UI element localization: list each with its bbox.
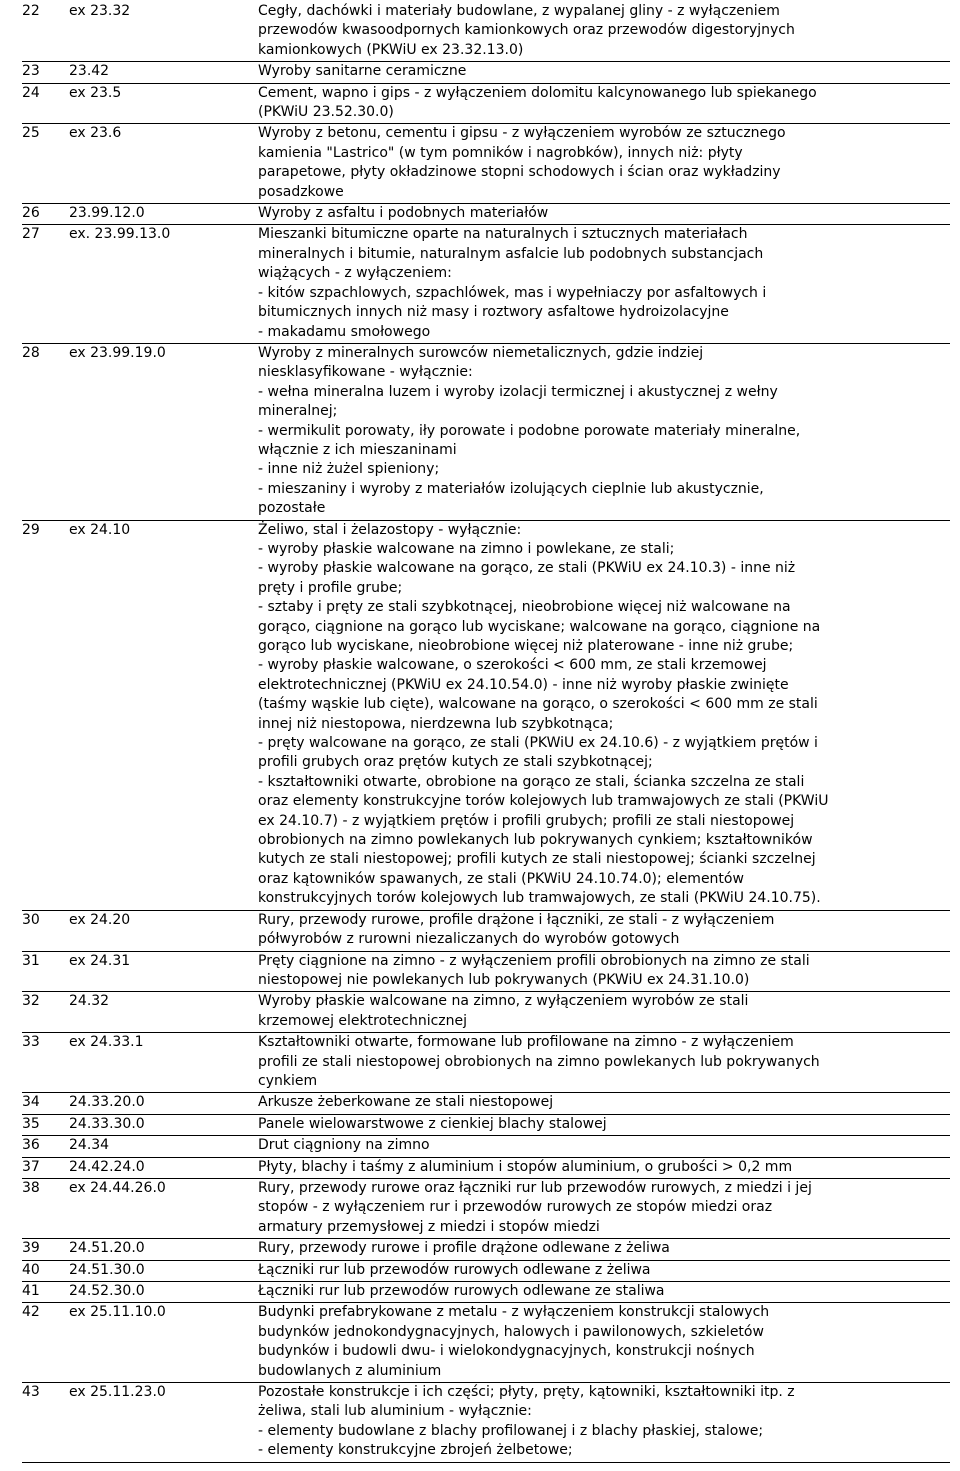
item-description: Rury, przewody rurowe, profile drążone i łączniki, ze stali - z wyłączeniem półwyrobów z rurowni niezaliczanych do wyrobów gotowych	[258, 910, 950, 951]
item-number: 41	[22, 1282, 69, 1303]
pkwiu-code: ex 24.20	[69, 910, 258, 951]
pkwiu-code: ex 25.11.23.0	[69, 1383, 258, 1463]
item-number: 30	[22, 910, 69, 951]
item-description: Wyroby z asfaltu i podobnych materiałów	[258, 204, 950, 225]
item-number: 33	[22, 1033, 69, 1093]
table-row	[22, 520, 950, 910]
item-description: Drut ciągniony na zimno	[258, 1136, 950, 1157]
item-description: Budynki prefabrykowane z metalu - z wyłączeniem konstrukcji stalowych budynków jednokondygnacyjnych, halowych i pawilonowych, szkieletów budynków i budowli dwu- i wielokondygnacyjnych, konstrukcji nośnych budowlanych z aluminium	[258, 1303, 950, 1383]
table-row	[22, 1303, 950, 1383]
table-row	[22, 1178, 950, 1238]
table-row	[22, 1282, 950, 1303]
classification-table	[22, 2, 950, 1463]
item-number: 22	[22, 2, 69, 62]
table-row	[22, 1093, 950, 1114]
pkwiu-code: 24.33.20.0	[69, 1093, 258, 1114]
item-description: Żeliwo, stal i żelazostopy - wyłącznie: - wyroby płaskie walcowane na zimno i powlekane, ze stali; - wyroby płaskie walcowane na gorąco, ze stali (PKWiU ex 24.10.3) - inne niż pręty i profile grube; - sztaby i pręty ze stali szybkotnącej, nieobrobione więcej niż walcowane na gorąco, ciągnione na gorąco lub wyciskane; walcowane na gorąco, ciągnione na gorąco lub wyciskane, nieobrobione więcej niż platerowane - inne niż grube; - wyroby płaskie walcowane, o szerokości < 600 mm, ze stali krzemowej elektrotechnicznej (PKWiU ex 24.10.54.0) - inne niż wyroby płaskie zwinięte (taśmy wąskie lub cięte), walcowane na gorąco, o szerokości < 600 mm ze stali innej niż niestopowa, nierdzewna lub szybkotnąca; - pręty walcowane na gorąco, ze stali (PKWiU ex 24.10.6) - z wyjątkiem prętów i profili grubych oraz prętów kutych ze stali szybkotnącej; - kształtowniki otwarte, obrobione na gorąco ze stali, ścianka szczelna ze stali oraz elementy konstrukcyjne torów kolejowych lub tramwajowych ze stali (PKWiU ex 24.10.7) - z wyjątkiem prętów i profili grubych; profili ze stali niestopowej obrobionych na zimno powlekanych lub pokrywanych cynkiem; kształtowników kutych ze stali niestopowej; profili kutych ze stali niestopowej; ścianki szczelnej oraz kątowników spawanych, ze stali (PKWiU 24.10.74.0); elementów konstrukcyjnych torów kolejowych lub tramwajowych, ze stali (PKWiU 24.10.75).	[258, 520, 950, 910]
table-row	[22, 951, 950, 992]
pkwiu-code: ex 24.31	[69, 951, 258, 992]
item-description: Wyroby sanitarne ceramiczne	[258, 62, 950, 83]
pkwiu-code: 24.33.30.0	[69, 1114, 258, 1135]
table-row	[22, 1239, 950, 1260]
table-row	[22, 225, 950, 343]
pkwiu-code: 24.42.24.0	[69, 1157, 258, 1178]
item-number: 37	[22, 1157, 69, 1178]
item-number: 34	[22, 1093, 69, 1114]
table-row	[22, 1383, 950, 1463]
pkwiu-code: 24.34	[69, 1136, 258, 1157]
item-description: Cement, wapno i gips - z wyłączeniem dolomitu kalcynowanego lub spiekanego (PKWiU 23.52.30.0)	[258, 83, 950, 124]
item-description: Mieszanki bitumiczne oparte na naturalnych i sztucznych materiałach mineralnych i bitumie, naturalnym asfalcie lub podobnych substancjach wiążących - z wyłączeniem: - kitów szpachlowych, szpachlówek, mas i wypełniaczy por asfaltowych i bitumicznych innych niż masy i roztwory asfaltowe hydroizolacyjne - makadamu smołowego	[258, 225, 950, 343]
table-row	[22, 343, 950, 520]
table-row	[22, 1033, 950, 1093]
item-description: Wyroby z betonu, cementu i gipsu - z wyłączeniem wyrobów ze sztucznego kamienia "Lastrico" (w tym pomników i nagrobków), innych niż: płyty parapetowe, płyty okładzinowe stopni schodowych i ścian oraz wykładziny posadzkowe	[258, 124, 950, 204]
item-number: 28	[22, 343, 69, 520]
item-description: Cegły, dachówki i materiały budowlane, z wypalanej gliny - z wyłączeniem przewodów kwasoodpornych kamionkowych oraz przewodów digestoryjnych kamionkowych (PKWiU ex 23.32.13.0)	[258, 2, 950, 62]
item-description: Wyroby płaskie walcowane na zimno, z wyłączeniem wyrobów ze stali krzemowej elektrotechnicznej	[258, 992, 950, 1033]
item-description: Pozostałe konstrukcje i ich części; płyty, pręty, kątowniki, kształtowniki itp. z żeliwa, stali lub aluminium - wyłącznie: - elementy budowlane z blachy profilowanej i z blachy płaskiej, stalowe; - elementy konstrukcyjne zbrojeń żelbetowe;	[258, 1383, 950, 1463]
pkwiu-code: 23.42	[69, 62, 258, 83]
pkwiu-code: ex 24.33.1	[69, 1033, 258, 1093]
item-number: 35	[22, 1114, 69, 1135]
table-row	[22, 1157, 950, 1178]
pkwiu-code: ex 23.6	[69, 124, 258, 204]
item-number: 29	[22, 520, 69, 910]
item-number: 36	[22, 1136, 69, 1157]
pkwiu-code: ex 23.5	[69, 83, 258, 124]
item-number: 42	[22, 1303, 69, 1383]
item-description: Łączniki rur lub przewodów rurowych odlewane ze staliwa	[258, 1282, 950, 1303]
table-row	[22, 910, 950, 951]
pkwiu-code: 23.99.12.0	[69, 204, 258, 225]
pkwiu-code: 24.51.30.0	[69, 1260, 258, 1281]
pkwiu-code: ex. 23.99.13.0	[69, 225, 258, 343]
item-description: Płyty, blachy i taśmy z aluminium i stopów aluminium, o grubości > 0,2 mm	[258, 1157, 950, 1178]
pkwiu-code: ex 24.44.26.0	[69, 1178, 258, 1238]
item-description: Panele wielowarstwowe z cienkiej blachy stalowej	[258, 1114, 950, 1135]
pkwiu-code: 24.51.20.0	[69, 1239, 258, 1260]
pkwiu-code: ex 25.11.10.0	[69, 1303, 258, 1383]
item-number: 38	[22, 1178, 69, 1238]
table-row	[22, 204, 950, 225]
item-description: Rury, przewody rurowe oraz łączniki rur lub przewodów rurowych, z miedzi i jej stopów - z wyłączeniem rur i przewodów rurowych ze stopów miedzi oraz armatury przemysłowej z miedzi i stopów miedzi	[258, 1178, 950, 1238]
item-number: 32	[22, 992, 69, 1033]
table-row	[22, 2, 950, 62]
pkwiu-code: 24.32	[69, 992, 258, 1033]
item-number: 39	[22, 1239, 69, 1260]
item-number: 24	[22, 83, 69, 124]
table-row	[22, 62, 950, 83]
item-description: Kształtowniki otwarte, formowane lub profilowane na zimno - z wyłączeniem profili ze stali niestopowej obrobionych na zimno powlekanych lub pokrywanych cynkiem	[258, 1033, 950, 1093]
table-row	[22, 124, 950, 204]
pkwiu-code: ex 24.10	[69, 520, 258, 910]
table-row	[22, 83, 950, 124]
table-row	[22, 1136, 950, 1157]
item-description: Wyroby z mineralnych surowców niemetalicznych, gdzie indziej niesklasyfikowane - wyłącznie: - wełna mineralna luzem i wyroby izolacji termicznej i akustycznej z wełny mineralnej; - wermikulit porowaty, iły porowate i podobne porowate materiały mineralne, włącznie z ich mieszaninami - inne niż żużel spieniony; - mieszaniny i wyroby z materiałów izolujących cieplnie lub akustycznie, pozostałe	[258, 343, 950, 520]
item-number: 31	[22, 951, 69, 992]
item-number: 23	[22, 62, 69, 83]
item-number: 25	[22, 124, 69, 204]
table-row	[22, 1114, 950, 1135]
item-number: 40	[22, 1260, 69, 1281]
item-number: 26	[22, 204, 69, 225]
table-row	[22, 1260, 950, 1281]
pkwiu-code: 24.52.30.0	[69, 1282, 258, 1303]
item-description: Rury, przewody rurowe i profile drążone odlewane z żeliwa	[258, 1239, 950, 1260]
item-number: 27	[22, 225, 69, 343]
pkwiu-code: ex 23.32	[69, 2, 258, 62]
pkwiu-code: ex 23.99.19.0	[69, 343, 258, 520]
table-row	[22, 992, 950, 1033]
item-description: Łączniki rur lub przewodów rurowych odlewane z żeliwa	[258, 1260, 950, 1281]
item-description: Pręty ciągnione na zimno - z wyłączeniem profili obrobionych na zimno ze stali niestopowej nie powlekanych lub pokrywanych (PKWiU ex 24.31.10.0)	[258, 951, 950, 992]
item-description: Arkusze żeberkowane ze stali niestopowej	[258, 1093, 950, 1114]
item-number: 43	[22, 1383, 69, 1463]
